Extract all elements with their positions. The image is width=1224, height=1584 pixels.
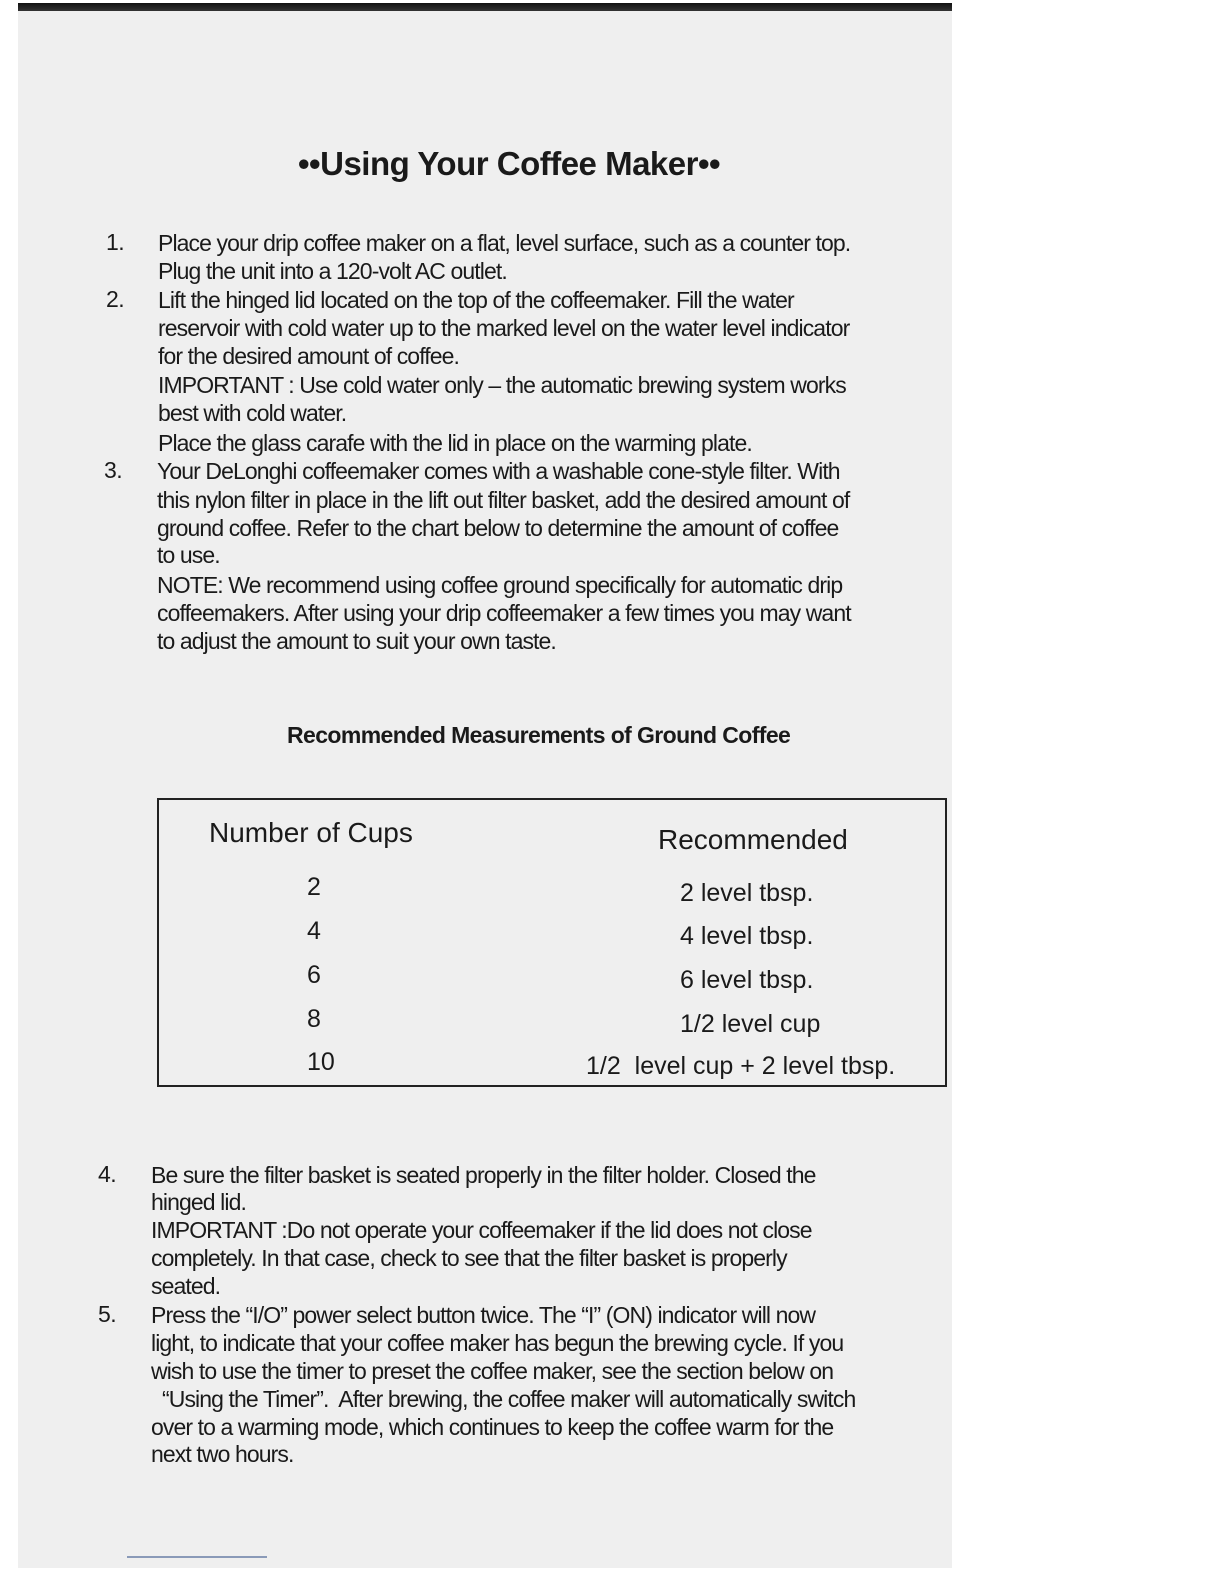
step-text-line: Lift the hinged lid located on the top of the coffeemaker. Fill the water — [158, 287, 794, 313]
step-text-line: Your DeLonghi coffeemaker comes with a washable cone-style filter. With — [157, 458, 840, 484]
column-header-cups: Number of Cups — [209, 817, 413, 848]
step-text-line: over to a warming mode, which continues to keep the coffee warm for the — [151, 1414, 834, 1440]
column-header-recommended: Recommended — [658, 824, 848, 855]
note-text: NOTE: We recommend using coffee ground specifically for automatic drip — [157, 572, 843, 598]
top-rule — [18, 3, 952, 11]
measurements-table — [157, 798, 947, 1087]
step-text-line: Place the glass carafe with the lid in place on the warming plate. — [158, 430, 752, 456]
table-cell-cups: 10 — [307, 1048, 335, 1076]
step-text-line: to use. — [157, 542, 220, 568]
step-text-line: this nylon filter in place in the lift out filter basket, add the desired amount of — [157, 487, 850, 513]
important-note: IMPORTANT : Use cold water only – the automatic brewing system works — [158, 372, 846, 398]
step-text-line: hinged lid. — [151, 1189, 246, 1215]
step-text-line: best with cold water. — [158, 400, 347, 426]
step-number: 2. — [106, 286, 124, 312]
table-cell-cups: 8 — [307, 1005, 321, 1033]
table-cell-amount: 1/2 level cup — [680, 1010, 821, 1038]
important-note: IMPORTANT :Do not operate your coffeemaker if the lid does not close — [151, 1217, 812, 1243]
table-cell-cups: 6 — [307, 961, 321, 989]
step-text-line: light, to indicate that your coffee maker has begun the brewing cycle. If you — [151, 1330, 844, 1356]
step-text-line: wish to use the timer to preset the coffee maker, see the section below on — [151, 1358, 834, 1384]
step-text-line: Place your drip coffee maker on a flat, level surface, such as a counter top. — [158, 230, 851, 256]
bottom-rule — [127, 1556, 267, 1558]
step-text-line: Be sure the filter basket is seated properly in the filter holder. Closed the — [151, 1162, 816, 1188]
table-cell-cups: 4 — [307, 917, 321, 945]
step-text-line: reservoir with cold water up to the marked level on the water level indicator — [158, 315, 850, 341]
step-text-line: ground coffee. Refer to the chart below to determine the amount of coffee — [157, 515, 839, 541]
step-text-line: “Using the Timer”. After brewing, the coffee maker will automatically switch — [151, 1386, 856, 1412]
step-number: 3. — [104, 457, 122, 483]
step-text-line: next two hours. — [151, 1441, 294, 1467]
table-cell-amount: 4 level tbsp. — [680, 922, 814, 950]
step-number: 1. — [106, 229, 124, 255]
step-number: 5. — [98, 1301, 116, 1327]
step-text-line: completely. In that case, check to see that the filter basket is properly — [151, 1245, 787, 1271]
step-text-line: to adjust the amount to suit your own taste. — [157, 628, 556, 654]
step-number: 4. — [98, 1161, 116, 1187]
step-text-line: seated. — [151, 1273, 221, 1299]
step-text-line: Plug the unit into a 120-volt AC outlet. — [158, 258, 507, 284]
step-text-line: for the desired amount of coffee. — [158, 343, 460, 369]
table-cell-amount: 1/2 level cup + 2 level tbsp. — [586, 1052, 896, 1080]
table-cell-cups: 2 — [307, 873, 321, 901]
measurements-title: Recommended Measurements of Ground Coffee — [287, 722, 791, 748]
step-text-line: coffeemakers. After using your drip coffeemaker a few times you may want — [157, 600, 851, 626]
page-title: ••Using Your Coffee Maker•• — [298, 145, 721, 182]
step-text-line: Press the “I/O” power select button twice. The “I” (ON) indicator will now — [151, 1302, 816, 1328]
table-cell-amount: 6 level tbsp. — [680, 966, 814, 994]
table-cell-amount: 2 level tbsp. — [680, 879, 814, 907]
